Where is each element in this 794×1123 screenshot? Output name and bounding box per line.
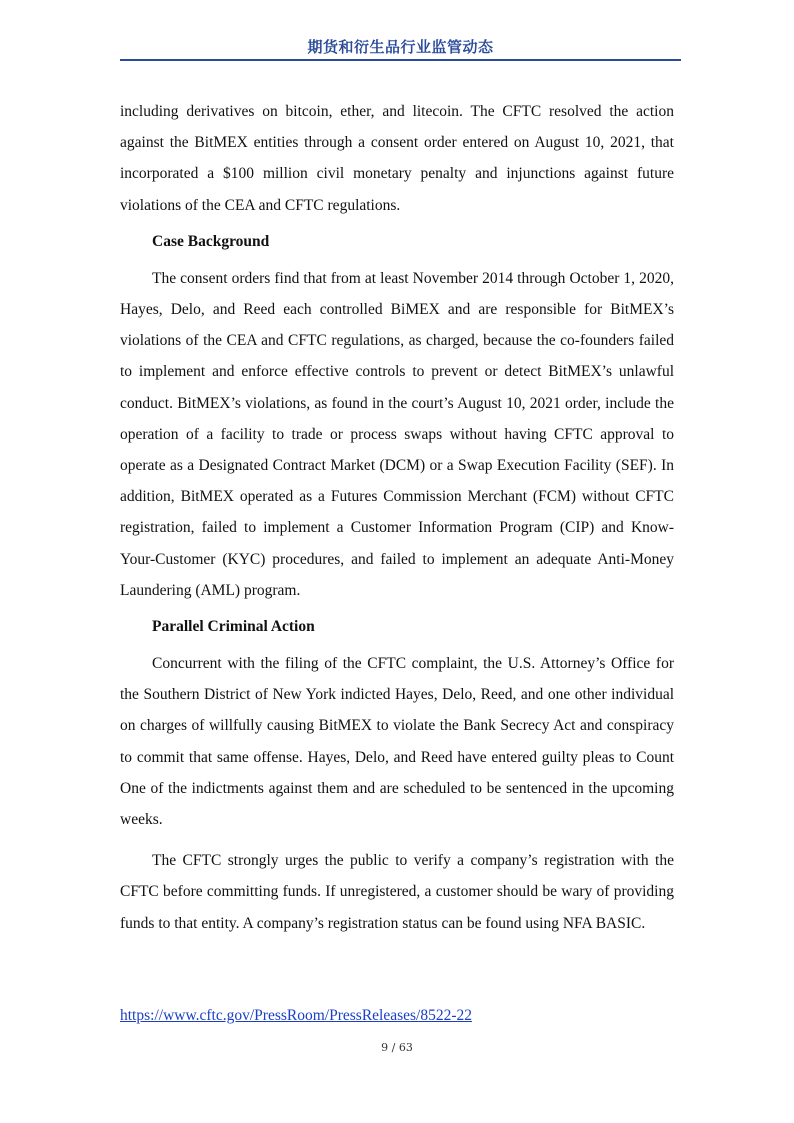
paragraph-criminal: Concurrent with the filing of the CFTC complaint, the U.S. Attorney’s Office for the Southern District of New York indicted Hayes, Delo, Reed, and one other individual on charges of willfully causing BitMEX to violate the Bank Secrecy Act and conspiracy to commit that same offense. Hayes, Delo, and Reed have entered guilty pleas to Count One of the indictments against them and are scheduled to be sentenced in the upcoming weeks. [120, 655, 674, 829]
paragraph-intro: including derivatives on bitcoin, ether, and litecoin. The CFTC resolved the action against the BitMEX entities through a consent order entered on August 10, 2021, that incorporated a $100 million civil monetary penalty and injunctions against future violations of the CEA and CFTC regulations. [120, 103, 674, 214]
heading-case-background: Case Background [152, 232, 270, 250]
paragraph-advice: The CFTC strongly urges the public to verify a company’s registration with the CFTC before committing funds. If unregistered, a customer should be wary of providing funds to that entity. A company’s registration status can be found using NFA BASIC. [120, 852, 674, 932]
page-header-title: 期货和衍生品行业监管动态 [307, 38, 494, 56]
source-link[interactable]: https://www.cftc.gov/PressRoom/PressReleases/8522-22 [120, 1007, 473, 1024]
heading-parallel-criminal-action: Parallel Criminal Action [152, 618, 315, 636]
header-divider [120, 59, 681, 61]
page-number: 9 / 63 [381, 1041, 413, 1054]
paragraph-background: The consent orders find that from at least November 2014 through October 1, 2020, Hayes, Delo, and Reed each controlled BiMEX and are responsible for BitMEX’s violations of the CEA and CFTC regulations, as charged, because the co-founders failed to implement and enforce effective controls to prevent or detect BitMEX’s unlawful conduct. BitMEX’s violations, as found in the court’s August 10, 2021 order, include the operation of a facility to trade or process swaps without having CFTC approval to operate as a Designated Contract Market (DCM) or a Swap Execution Facility (SEF). In addition, BitMEX operated as a Futures Commission Merchant (FCM) without CFTC registration, failed to implement a Customer Information Program (CIP) and Know-Your-Customer (KYC) procedures, and failed to implement an adequate Anti-Money Laundering (AML) program. [120, 269, 674, 599]
article-body [120, 96, 674, 939]
